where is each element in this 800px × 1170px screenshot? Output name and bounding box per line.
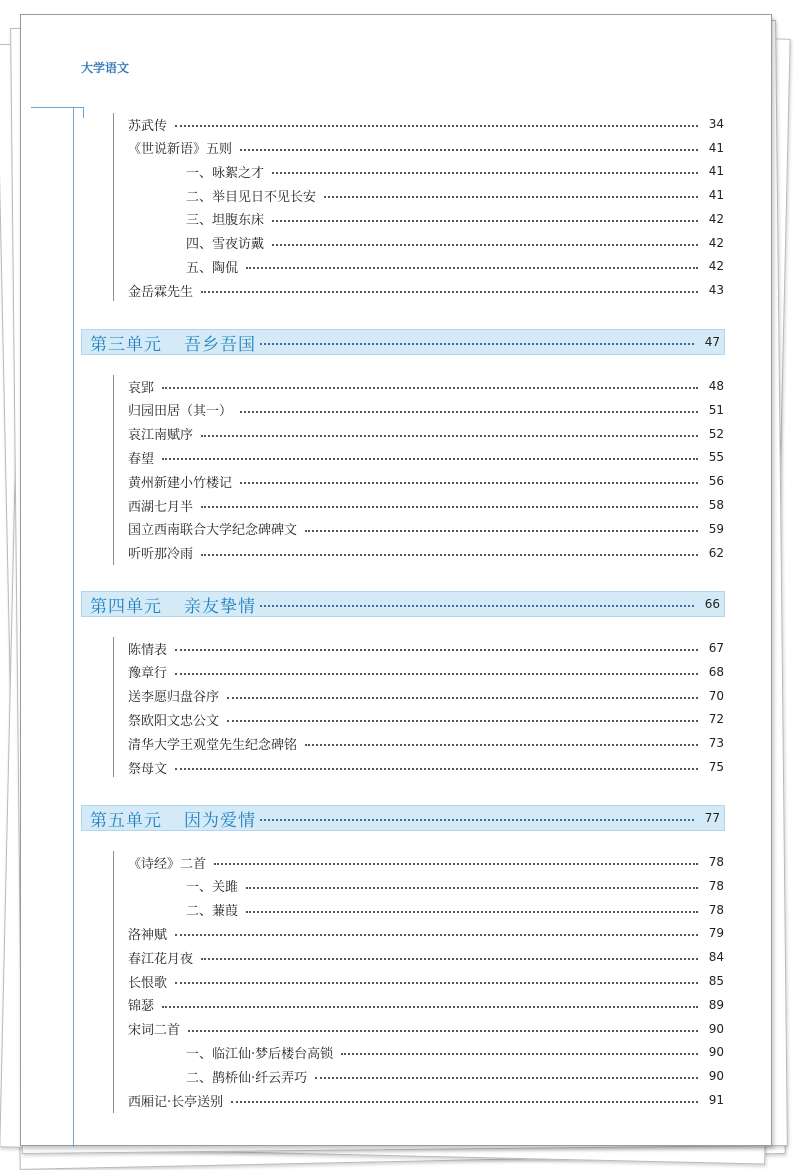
entry-page: 59 bbox=[708, 521, 724, 536]
toc-entry[interactable] bbox=[114, 922, 724, 944]
leader-dots bbox=[227, 697, 698, 699]
toc-group-unit5 bbox=[113, 851, 724, 1113]
toc-entry[interactable] bbox=[114, 518, 724, 540]
entry-title: 锦瑟 bbox=[128, 999, 155, 1015]
unit-label: 第五单元 bbox=[90, 810, 162, 831]
entry-page: 42 bbox=[708, 235, 724, 250]
leader-dots bbox=[231, 1101, 698, 1103]
unit-heading-4[interactable] bbox=[81, 591, 725, 617]
leader-dots bbox=[162, 1006, 698, 1008]
leader-dots bbox=[272, 244, 698, 246]
entry-title: 一、关雎 bbox=[186, 880, 239, 896]
toc-subentry[interactable] bbox=[114, 232, 724, 254]
toc-entry[interactable] bbox=[114, 423, 724, 445]
entry-title: 宋词二首 bbox=[128, 1023, 181, 1039]
unit-theme: 吾乡吾国 bbox=[184, 334, 256, 355]
entry-page: 58 bbox=[708, 498, 724, 512]
entry-title: 哀郢 bbox=[128, 380, 155, 396]
entry-title: 一、临江仙·梦后楼台高锁 bbox=[186, 1046, 334, 1062]
leader-dots bbox=[175, 768, 698, 770]
leader-dots bbox=[201, 506, 698, 508]
unit-page: 66 bbox=[704, 597, 720, 611]
leader-dots bbox=[162, 387, 698, 389]
leader-dots bbox=[188, 1030, 698, 1032]
toc-entry[interactable] bbox=[114, 661, 724, 683]
entry-page: 52 bbox=[708, 426, 724, 441]
toc-subentry[interactable] bbox=[114, 875, 724, 897]
toc-subentry[interactable] bbox=[114, 184, 724, 206]
toc-entry[interactable] bbox=[114, 685, 724, 707]
entry-page: 78 bbox=[708, 902, 724, 917]
unit-title bbox=[82, 806, 256, 831]
toc-subentry[interactable] bbox=[114, 1065, 724, 1087]
entry-page: 55 bbox=[708, 450, 724, 465]
entry-title: 二、举目见日不见长安 bbox=[186, 189, 317, 205]
entry-title: 春江花月夜 bbox=[128, 951, 194, 967]
entry-page: 75 bbox=[708, 760, 724, 774]
entry-title: 归园田居（其一） bbox=[128, 404, 233, 420]
leader-dots bbox=[201, 435, 698, 437]
toc-group-unit4 bbox=[113, 637, 724, 777]
toc-subentry[interactable] bbox=[114, 899, 724, 921]
entry-title: 洛神赋 bbox=[128, 927, 168, 943]
leader-dots bbox=[305, 744, 698, 746]
toc-entry[interactable] bbox=[114, 446, 724, 468]
toc-subentry[interactable] bbox=[114, 255, 724, 277]
entry-title: 国立西南联合大学纪念碑碑文 bbox=[128, 523, 298, 539]
toc-entry[interactable] bbox=[114, 637, 724, 659]
entry-page: 85 bbox=[708, 974, 724, 988]
entry-page: 90 bbox=[708, 1045, 724, 1060]
entry-title: 一、咏絮之才 bbox=[186, 165, 265, 181]
margin-rule-corner bbox=[73, 107, 84, 118]
entry-title: 祭母文 bbox=[128, 761, 168, 777]
unit-page: 77 bbox=[704, 811, 720, 825]
leader-dots bbox=[240, 482, 698, 484]
toc-subentry[interactable] bbox=[114, 1041, 724, 1063]
entry-page: 56 bbox=[708, 474, 724, 489]
entry-page: 70 bbox=[708, 688, 724, 703]
toc-entry[interactable] bbox=[114, 756, 724, 778]
entry-page: 79 bbox=[708, 926, 724, 941]
leader-dots bbox=[305, 530, 698, 532]
leader-dots bbox=[214, 863, 698, 865]
toc-entry[interactable] bbox=[114, 1089, 724, 1111]
unit-theme: 因为爱情 bbox=[184, 810, 256, 831]
toc-entry[interactable] bbox=[114, 708, 724, 730]
unit-label: 第三单元 bbox=[90, 334, 162, 355]
entry-title: 黄州新建小竹楼记 bbox=[128, 475, 233, 491]
entry-title: 清华大学王观堂先生纪念碑铭 bbox=[128, 737, 298, 753]
leader-dots bbox=[175, 649, 698, 651]
leader-dots bbox=[246, 267, 698, 269]
entry-page: 78 bbox=[708, 878, 724, 893]
toc-subentry[interactable] bbox=[114, 160, 724, 182]
leader-dots bbox=[201, 554, 698, 556]
entry-title: 送李愿归盘谷序 bbox=[128, 690, 220, 706]
toc-entry[interactable] bbox=[114, 375, 724, 397]
entry-page: 41 bbox=[708, 164, 724, 179]
entry-title: 听听那冷雨 bbox=[128, 547, 194, 563]
leader-dots bbox=[272, 220, 698, 222]
unit-heading-3[interactable] bbox=[81, 329, 725, 355]
leader-dots bbox=[201, 291, 698, 293]
toc-page bbox=[20, 14, 772, 1146]
entry-page: 73 bbox=[708, 736, 724, 751]
toc-entry[interactable] bbox=[114, 946, 724, 968]
entry-title: 《世说新语》五则 bbox=[128, 142, 233, 158]
entry-page: 84 bbox=[708, 950, 724, 965]
entry-page: 51 bbox=[708, 402, 724, 417]
entry-title: 二、蒹葭 bbox=[186, 904, 239, 920]
leader-dots bbox=[175, 934, 698, 936]
entry-page: 67 bbox=[708, 641, 724, 655]
entry-page: 89 bbox=[708, 997, 724, 1012]
toc-entry[interactable] bbox=[114, 279, 724, 301]
toc-entry[interactable] bbox=[114, 542, 724, 564]
entry-page: 42 bbox=[708, 259, 724, 274]
leader-dots bbox=[175, 673, 698, 675]
unit-title bbox=[82, 592, 256, 617]
toc-entry[interactable] bbox=[114, 732, 724, 754]
entry-title: 《诗经》二首 bbox=[128, 856, 207, 872]
leader-dots bbox=[227, 720, 698, 722]
leader-dots bbox=[162, 458, 698, 460]
leader-dots bbox=[175, 982, 698, 984]
unit-title bbox=[82, 330, 256, 355]
toc-entry[interactable] bbox=[114, 137, 724, 159]
leader-dots bbox=[324, 196, 698, 198]
entry-page: 34 bbox=[708, 117, 724, 131]
entry-page: 90 bbox=[708, 1021, 724, 1036]
toc-subentry[interactable] bbox=[114, 208, 724, 230]
entry-page: 62 bbox=[708, 545, 724, 560]
toc-entry[interactable] bbox=[114, 994, 724, 1016]
toc-entry[interactable] bbox=[114, 970, 724, 992]
unit-theme: 亲友挚情 bbox=[184, 596, 256, 617]
margin-rule-vertical bbox=[73, 107, 74, 1147]
entry-page: 68 bbox=[708, 664, 724, 679]
entry-page: 78 bbox=[708, 855, 724, 869]
unit-label: 第四单元 bbox=[90, 596, 162, 617]
leader-dots bbox=[260, 343, 694, 345]
toc-entry[interactable] bbox=[114, 113, 724, 135]
entry-title: 三、坦腹东床 bbox=[186, 213, 265, 229]
entry-page: 91 bbox=[708, 1093, 724, 1107]
leader-dots bbox=[341, 1053, 698, 1055]
entry-title: 豫章行 bbox=[128, 666, 168, 682]
unit-heading-5[interactable] bbox=[81, 805, 725, 831]
entry-title: 哀江南赋序 bbox=[128, 428, 194, 444]
toc-group-unit2-tail bbox=[113, 113, 724, 301]
entry-page: 41 bbox=[708, 140, 724, 155]
entry-page: 48 bbox=[708, 379, 724, 393]
toc-entry[interactable] bbox=[114, 470, 724, 492]
entry-page: 43 bbox=[708, 283, 724, 297]
entry-page: 90 bbox=[708, 1069, 724, 1084]
entry-title: 二、鹊桥仙·纤云弄巧 bbox=[186, 1070, 308, 1086]
leader-dots bbox=[246, 911, 698, 913]
entry-page: 72 bbox=[708, 712, 724, 727]
toc-entry[interactable] bbox=[114, 494, 724, 516]
leader-dots bbox=[246, 887, 698, 889]
unit-page: 47 bbox=[704, 335, 720, 349]
leader-dots bbox=[240, 149, 698, 151]
margin-rule bbox=[31, 107, 73, 108]
entry-title: 西湖七月半 bbox=[128, 499, 194, 515]
toc-entry[interactable] bbox=[114, 1018, 724, 1040]
entry-title: 长恨歌 bbox=[128, 975, 168, 991]
leader-dots bbox=[201, 958, 698, 960]
toc-entry[interactable] bbox=[114, 851, 724, 873]
leader-dots bbox=[272, 172, 698, 174]
toc-entry[interactable] bbox=[114, 399, 724, 421]
entry-title: 四、雪夜访戴 bbox=[186, 237, 265, 252]
entry-title: 五、陶侃 bbox=[186, 260, 239, 276]
leader-dots bbox=[315, 1077, 698, 1079]
leader-dots bbox=[260, 605, 694, 607]
entry-title: 陈情表 bbox=[128, 642, 168, 658]
entry-page: 42 bbox=[708, 211, 724, 226]
leader-dots bbox=[240, 411, 698, 413]
entry-page: 41 bbox=[708, 188, 724, 203]
toc-group-unit3 bbox=[113, 375, 724, 565]
entry-title: 苏武传 bbox=[128, 118, 168, 134]
leader-dots bbox=[260, 819, 694, 821]
entry-title: 春望 bbox=[128, 451, 155, 467]
leader-dots bbox=[175, 125, 698, 127]
entry-title: 祭欧阳文忠公文 bbox=[128, 713, 220, 729]
book-title: 大学语文 bbox=[81, 61, 130, 75]
entry-title: 金岳霖先生 bbox=[128, 284, 194, 300]
entry-title: 西厢记·长亭送别 bbox=[128, 1094, 224, 1110]
